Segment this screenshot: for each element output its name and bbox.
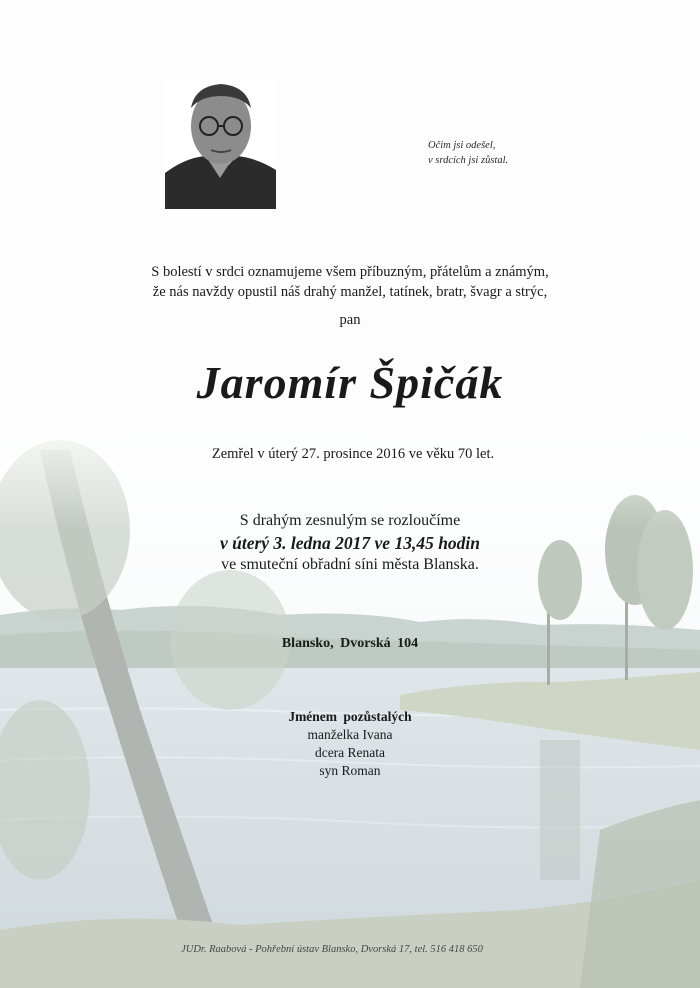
farewell-line-1: S drahým zesnulým se rozloučíme <box>239 512 461 529</box>
title-word: pan <box>339 312 361 328</box>
family-address: Blansko, Dvorská 104 <box>281 636 419 651</box>
family-member: syn Roman <box>319 763 381 778</box>
farewell-announcement <box>0 510 700 576</box>
funeral-service-footer: JUDr. Raabová - Pohřební ústav Blansko, Dvorská 17, tel. 516 418 650 <box>181 944 483 955</box>
farewell-line-3: ve smuteční obřadní síni města Blanska. <box>221 556 479 573</box>
motto-line-2: v srdcích jsi zůstal. <box>428 155 509 166</box>
intro-line-1: S bolestí v srdci oznamujeme všem příbuzným, přátelům a známým, <box>151 264 549 280</box>
deceased-portrait-photo <box>165 78 276 209</box>
surviving-family <box>0 708 700 780</box>
deceased-name: Jaromír Špičák <box>196 357 504 408</box>
motto-verse <box>428 138 508 168</box>
motto-line-1: Očim jsi odešel, <box>428 140 496 151</box>
farewell-date: v úterý 3. ledna 2017 ve 13,45 hodin <box>219 533 481 553</box>
family-heading: Jménem pozůstalých <box>288 709 412 724</box>
death-notice: Zemřel v úterý 27. prosince 2016 ve věku 70 let. <box>211 446 495 462</box>
lake-landscape-background <box>0 410 700 988</box>
family-member: manželka Ivana <box>307 727 393 742</box>
intro-line-2: že nás navždy opustil náš drahý manžel, tatínek, bratr, švagr a strýc, <box>152 284 548 300</box>
family-member: dcera Renata <box>314 745 386 760</box>
announcement-intro <box>0 262 700 302</box>
